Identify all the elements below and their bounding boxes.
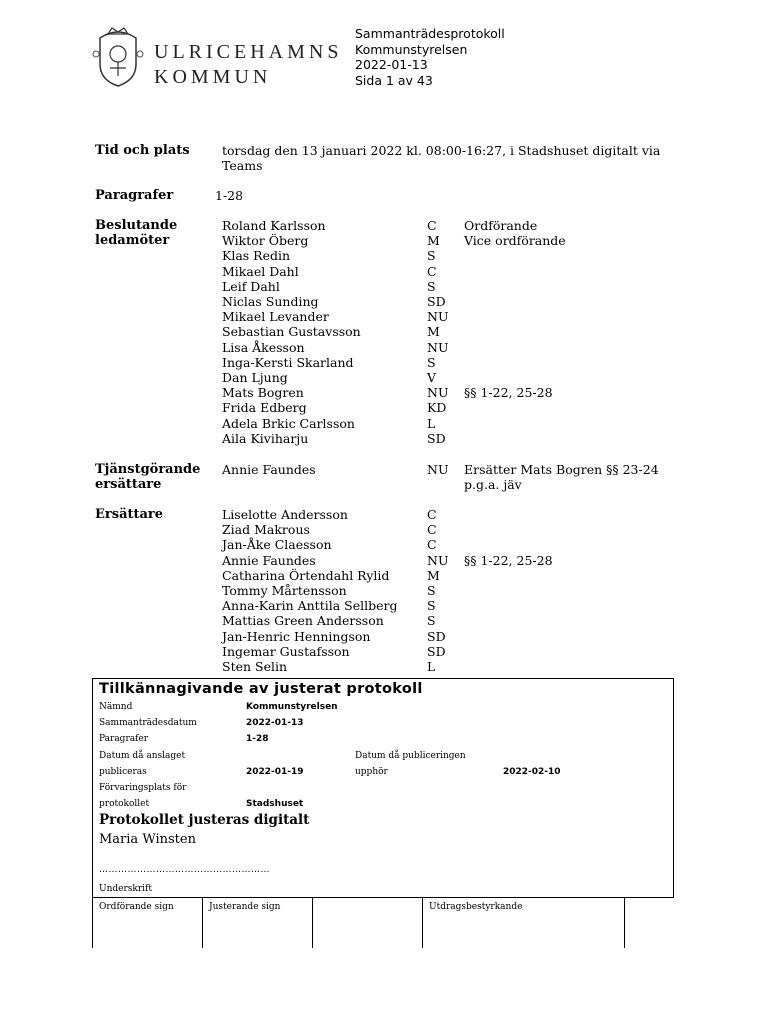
time-place-line1: torsdag den 13 januari 2022 kl. 08:00-16:27, i Stadshuset digitalt via xyxy=(222,143,661,158)
member-note: §§ 1-22, 25-28 xyxy=(464,552,553,568)
member-name: Inga-Kersti Skarland xyxy=(222,354,354,370)
paragraphs-label: Paragrafer xyxy=(95,188,174,203)
member-party: C xyxy=(427,537,437,553)
namnd-value: Kommunstyrelsen xyxy=(246,702,338,712)
member-party: S xyxy=(427,248,436,264)
member-party: SD xyxy=(427,294,446,309)
member-name: Sebastian Gustavsson xyxy=(222,324,361,340)
doc-date: 2022-01-13 xyxy=(355,57,428,72)
member-party: M xyxy=(427,324,440,340)
member-name: Liselotte Andersson xyxy=(222,507,348,522)
member-party: C xyxy=(427,218,437,233)
member-party: SD xyxy=(427,430,446,446)
serving-substitute-note-line1: Ersätter Mats Bogren §§ 23-24 xyxy=(464,462,659,477)
body-name: Kommunstyrelsen xyxy=(355,41,468,57)
time-place-line2: Teams xyxy=(222,158,263,173)
member-party: SD xyxy=(427,643,446,659)
member-name: Mikael Dahl xyxy=(222,263,299,279)
serving-substitute-party: NU xyxy=(427,462,449,477)
member-party: M xyxy=(427,233,440,249)
member-party: NU xyxy=(427,552,449,568)
member-party: S xyxy=(427,583,436,598)
digital-adjustment-heading: Protokollet justeras digitalt xyxy=(99,812,310,828)
namnd-label: Nämnd xyxy=(99,702,133,712)
members-label xyxy=(95,218,177,248)
organization-name xyxy=(154,40,342,90)
member-note: Ordförande xyxy=(464,218,538,233)
time-place-label: Tid och plats xyxy=(95,143,190,158)
member-party: C xyxy=(427,507,437,522)
chair-sign-label: Ordförande sign xyxy=(99,902,174,912)
coat-of-arms-logo xyxy=(92,24,144,88)
paragraf-label: Paragrafer xyxy=(99,734,149,744)
meeting-date-value: 2022-01-13 xyxy=(246,718,304,728)
adjuster-sign-label: Justerande sign xyxy=(209,902,281,912)
member-name: Aila Kiviharju xyxy=(222,430,309,446)
member-name: Wiktor Öberg xyxy=(222,233,309,249)
member-name: Leif Dahl xyxy=(222,278,280,294)
member-party: KD xyxy=(427,400,447,416)
member-party: NU xyxy=(427,385,449,401)
member-name: Ziad Makrous xyxy=(222,522,310,538)
member-party: L xyxy=(427,659,436,674)
paragraf-value: 1-28 xyxy=(246,734,269,744)
serving-substitute-label-line1: Tjänstgörande xyxy=(95,462,201,477)
ends-label-line1: Datum då publiceringen xyxy=(355,751,466,761)
member-party: C xyxy=(427,263,437,279)
adjuster-sign-cell xyxy=(202,898,312,948)
member-name: Frida Edberg xyxy=(222,400,307,416)
page-number: Sida 1 av 43 xyxy=(355,72,433,88)
posted-value: 2022-01-19 xyxy=(246,767,304,777)
member-name: Anna-Karin Anttila Sellberg xyxy=(222,598,398,614)
member-party: V xyxy=(427,370,437,385)
serving-substitute-label xyxy=(95,462,200,492)
ends-label-line2: upphör xyxy=(355,767,388,777)
member-name: Sten Selin xyxy=(222,659,288,674)
member-party: S xyxy=(427,278,436,294)
storage-label-line2: protokollet xyxy=(99,799,150,809)
storage-value: Stadshuset xyxy=(246,799,304,809)
end-cell xyxy=(624,898,674,948)
extract-cell xyxy=(422,898,624,948)
notice-title: Tillkännagivande av justerat protokoll xyxy=(99,681,423,697)
member-name: Jan-Åke Claesson xyxy=(222,537,332,553)
doc-title: Sammanträdesprotokoll xyxy=(355,26,505,41)
extract-label: Utdragsbestyrkande xyxy=(429,902,523,912)
chair-sign-cell xyxy=(92,898,202,948)
document-meta xyxy=(355,26,505,88)
serving-substitute-label-line2: ersättare xyxy=(95,477,162,493)
notice-box xyxy=(92,678,674,898)
serving-substitute-note-line2: p.g.a. jäv xyxy=(464,477,522,492)
member-name: Klas Redin xyxy=(222,248,291,264)
member-name: Annie Faundes xyxy=(222,552,316,568)
blank-sign-cell xyxy=(312,898,422,948)
sign-table xyxy=(92,897,674,948)
member-name: Mikael Levander xyxy=(222,309,329,325)
member-name: Tommy Mårtensson xyxy=(222,583,347,598)
signature-label: Underskrift xyxy=(99,884,152,894)
org-name-line1: ULRICEHAMNS xyxy=(154,41,343,63)
member-name: Catharina Örtendahl Rylid xyxy=(222,567,390,583)
member-name: Mattias Green Andersson xyxy=(222,613,384,629)
member-party: S xyxy=(427,598,436,614)
storage-label-line1: Förvaringsplats för xyxy=(99,783,187,793)
member-name: Roland Karlsson xyxy=(222,218,326,233)
member-note: §§ 1-22, 25-28 xyxy=(464,385,553,401)
signature-line: ……………………………………………… xyxy=(99,865,270,875)
member-name: Adela Brkic Carlsson xyxy=(222,415,355,431)
posted-label-line1: Datum då anslaget xyxy=(99,751,186,761)
members-label-line2: ledamöter xyxy=(95,233,170,249)
serving-substitute-name: Annie Faundes xyxy=(222,462,316,477)
member-name: Ingemar Gustafsson xyxy=(222,643,350,659)
substitutes-label: Ersättare xyxy=(95,507,164,522)
member-party: NU xyxy=(427,339,449,355)
member-name: Niclas Sunding xyxy=(222,294,319,309)
member-party: M xyxy=(427,567,440,583)
member-party: S xyxy=(427,613,436,629)
signer-name: Maria Winsten xyxy=(99,832,196,847)
paragraphs-value: 1-28 xyxy=(215,188,244,203)
meeting-date-label: Sammanträdesdatum xyxy=(99,718,197,728)
ends-value: 2022-02-10 xyxy=(503,767,561,777)
member-party: C xyxy=(427,522,437,538)
members-label-line1: Beslutande xyxy=(95,218,178,233)
posted-label-line2: publiceras xyxy=(99,767,147,777)
member-note: Vice ordförande xyxy=(464,233,566,249)
member-party: NU xyxy=(427,309,449,325)
org-name-line2: KOMMUN xyxy=(154,66,272,88)
member-name: Mats Bogren xyxy=(222,385,304,401)
member-party: S xyxy=(427,354,436,370)
member-name: Jan-Henric Henningson xyxy=(222,628,371,644)
member-party: SD xyxy=(427,628,446,644)
member-name: Lisa Åkesson xyxy=(222,339,305,355)
member-name: Dan Ljung xyxy=(222,370,288,385)
member-party: L xyxy=(427,415,436,431)
